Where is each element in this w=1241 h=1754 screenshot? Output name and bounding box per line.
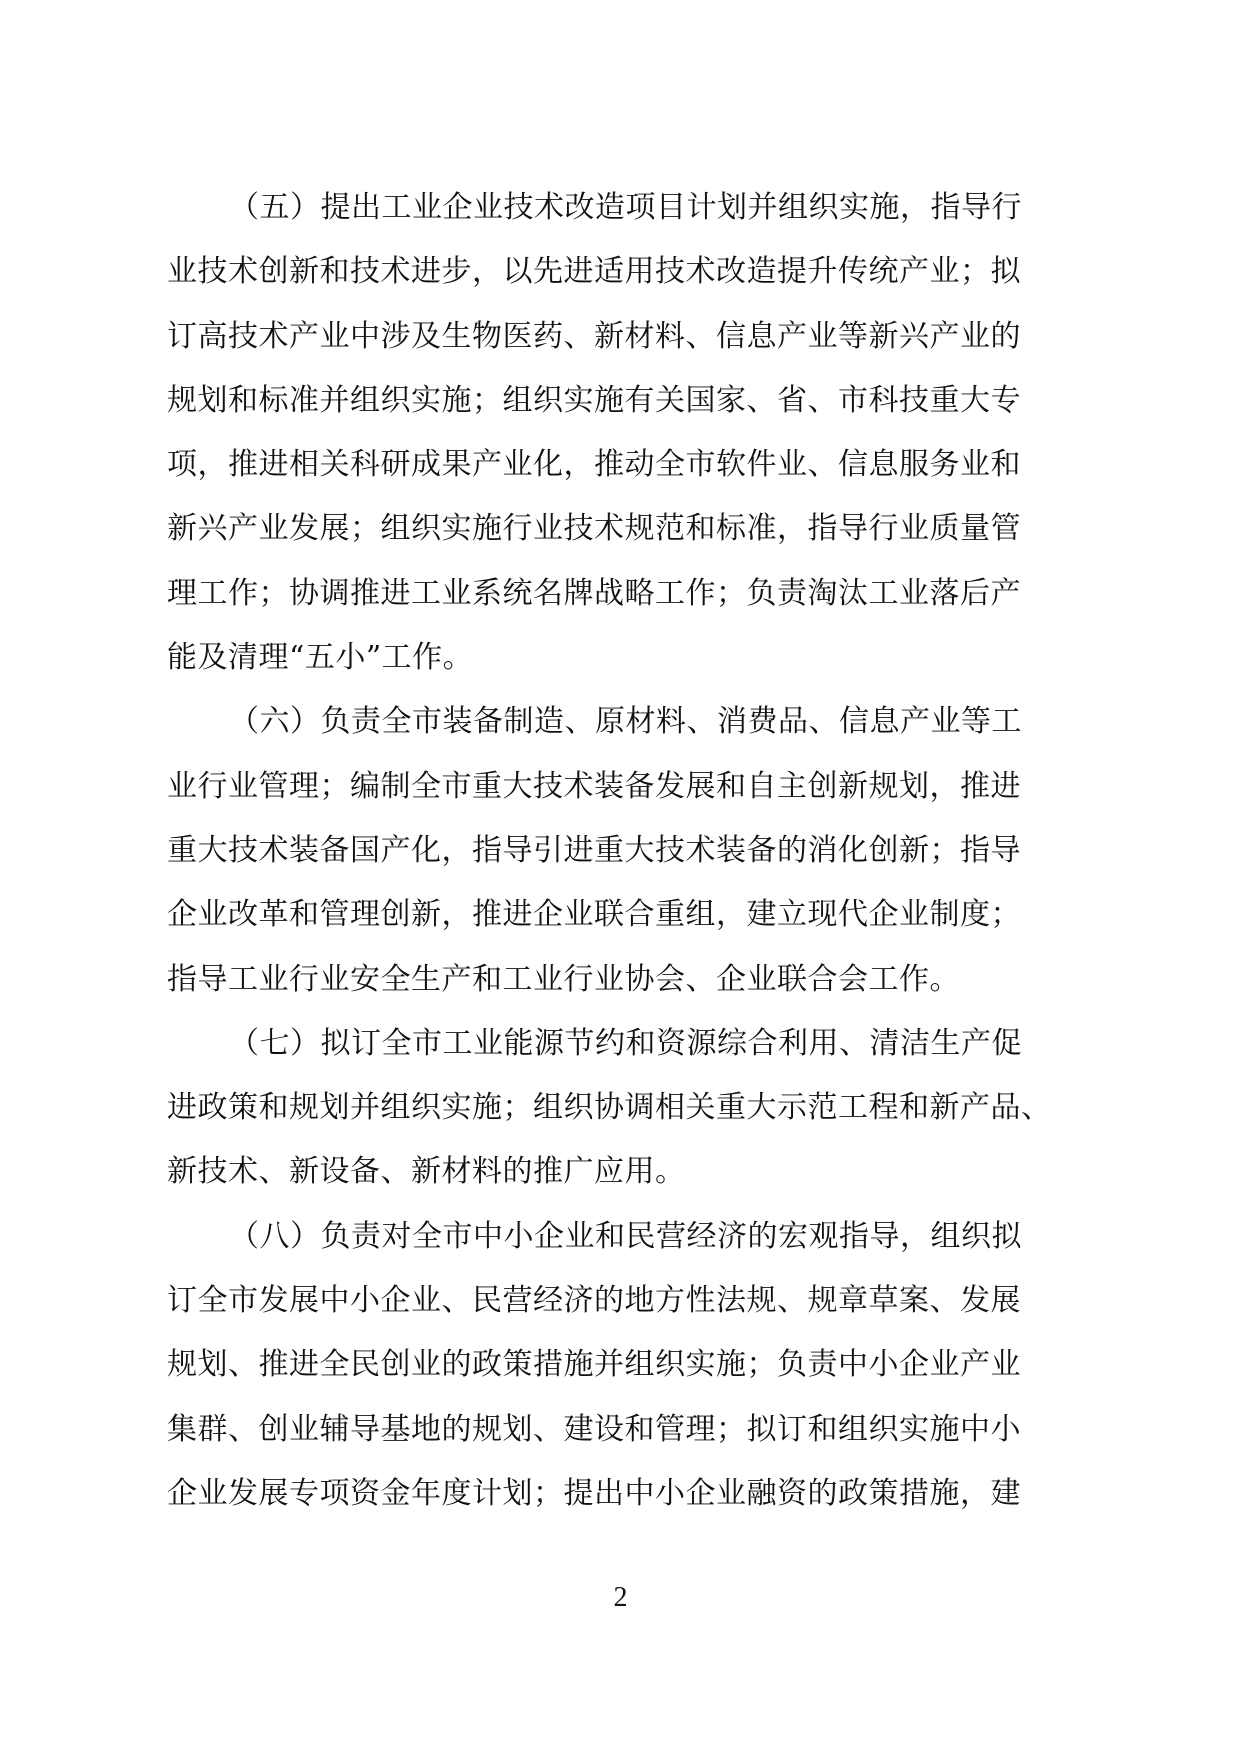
text-line: 企业改革和管理创新，推进企业联合重组，建立现代企业制度； [167, 897, 1021, 933]
text-line: 规划、推进全民创业的政策措施并组织实施；负责中小企业产业 [167, 1347, 1021, 1383]
text-line: （六）负责全市装备制造、原材料、消费品、信息产业等工 [229, 704, 1022, 740]
text-line: 重大技术装备国产化，指导引进重大技术装备的消化创新；指导 [167, 832, 1021, 868]
paragraph-6 [167, 690, 1097, 1011]
text-line: 项，推进相关科研成果产业化，推动全市软件业、信息服务业和 [167, 447, 1021, 483]
text-line: 能及清理“五小”工作。 [167, 640, 474, 676]
body-text [167, 176, 1097, 1526]
text-line: 指导工业行业安全生产和工业行业协会、企业联合会工作。 [167, 961, 960, 997]
text-line: （五）提出工业企业技术改造项目计划并组织实施，指导行 [229, 190, 1022, 225]
text-line: （八）负责对全市中小企业和民营经济的宏观指导，组织拟 [229, 1218, 1022, 1254]
page-number: 2 [613, 1582, 628, 1613]
paragraph-8 [167, 1205, 1097, 1526]
paragraph-7 [167, 1012, 1097, 1205]
text-line: 理工作；协调推进工业系统名牌战略工作；负责淘汰工业落后产 [167, 575, 1021, 611]
text-line: 订全市发展中小企业、民营经济的地方性法规、规章草案、发展 [167, 1283, 1021, 1319]
text-line: 新技术、新设备、新材料的推广应用。 [167, 1154, 686, 1190]
text-line: 规划和标准并组织实施；组织实施有关国家、省、市科技重大专 [167, 382, 1021, 418]
text-line: （七）拟订全市工业能源节约和资源综合利用、清洁生产促 [229, 1025, 1022, 1061]
text-line: 新兴产业发展；组织实施行业技术规范和标准，指导行业质量管 [167, 511, 1021, 547]
paragraph-5 [167, 176, 1097, 690]
text-line: 进政策和规划并组织实施；组织协调相关重大示范工程和新产品、 [167, 1090, 1052, 1126]
text-line: 集群、创业辅导基地的规划、建设和管理；拟订和组织实施中小 [167, 1411, 1021, 1447]
text-line: 业技术创新和技术进步，以先进适用技术改造提升传统产业；拟 [167, 254, 1021, 290]
text-line: 订高技术产业中涉及生物医药、新材料、信息产业等新兴产业的 [167, 318, 1021, 354]
text-line: 业行业管理；编制全市重大技术装备发展和自主创新规划，推进 [167, 768, 1021, 804]
text-line: 企业发展专项资金年度计划；提出中小企业融资的政策措施，建 [167, 1475, 1021, 1511]
